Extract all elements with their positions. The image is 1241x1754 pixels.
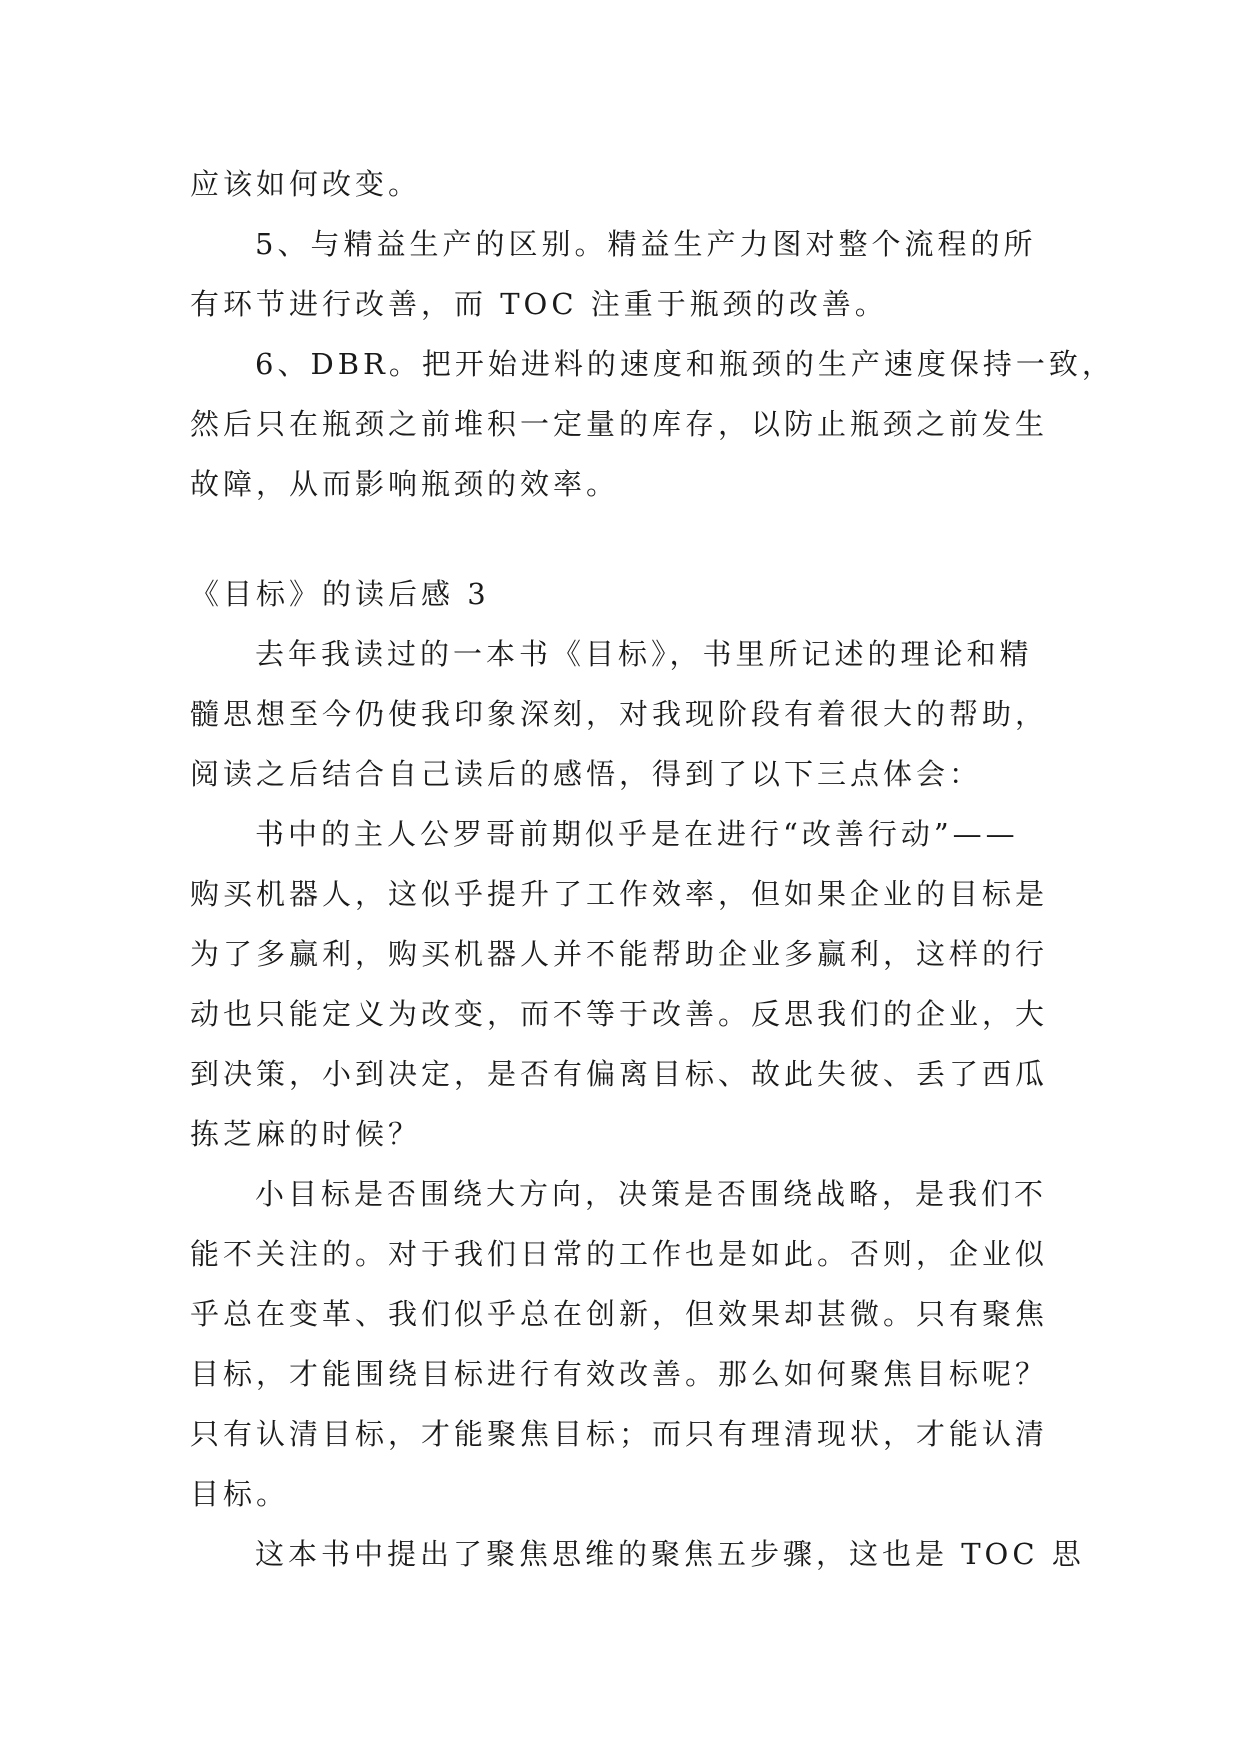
paragraph-line: 有环节进行改善，而 TOC 注重于瓶颈的改善。 (190, 287, 888, 321)
paragraph-line: 乎总在变革、我们似乎总在创新，但效果却甚微。只有聚焦 (190, 1297, 1049, 1331)
paragraph-line: 为了多赢利，购买机器人并不能帮助企业多赢利，这样的行 (190, 937, 1049, 971)
paragraph-line: 目标，才能围绕目标进行有效改善。那么如何聚焦目标呢？ (190, 1357, 1049, 1391)
paragraph-line: 购买机器人，这似乎提升了工作效率，但如果企业的目标是 (190, 877, 1049, 911)
paragraph-line: 故障，从而影响瓶颈的效率。 (190, 467, 620, 501)
section-title: 《目标》的读后感 3 (190, 577, 490, 611)
paragraph-line: 只有认清目标，才能聚焦目标；而只有理清现状，才能认清 (190, 1417, 1049, 1451)
paragraph-line: 去年我读过的一本书《目标》，书里所记述的理论和精 (255, 637, 1033, 671)
paragraph-line: 书中的主人公罗哥前期似乎是在进行“改善行动”—— (255, 817, 1019, 851)
paragraph-line: 应该如何改变。 (190, 167, 422, 201)
paragraph-line: 小目标是否围绕大方向，决策是否围绕战略，是我们不 (255, 1177, 1048, 1211)
paragraph-line: 5、与精益生产的区别。精益生产力图对整个流程的所 (255, 227, 1037, 261)
paragraph-line: 髓思想至今仍使我印象深刻，对我现阶段有着很大的帮助， (190, 697, 1049, 731)
paragraph-line: 阅读之后结合自己读后的感悟，得到了以下三点体会： (190, 757, 983, 791)
paragraph-line: 能不关注的。对于我们日常的工作也是如此。否则，企业似 (190, 1237, 1049, 1271)
paragraph-line: 6、DBR。把开始进料的速度和瓶颈的生产速度保持一致， (255, 347, 1115, 381)
paragraph-line: 动也只能定义为改变，而不等于改善。反思我们的企业，大 (190, 997, 1049, 1031)
paragraph-line: 这本书中提出了聚焦思维的聚焦五步骤，这也是 TOC 思 (255, 1537, 1085, 1571)
paragraph-line: 然后只在瓶颈之前堆积一定量的库存，以防止瓶颈之前发生 (190, 407, 1049, 441)
paragraph-line: 拣芝麻的时候？ (190, 1117, 422, 1151)
paragraph-line: 到决策，小到决定，是否有偏离目标、故此失彼、丢了西瓜 (190, 1057, 1049, 1091)
paragraph-line: 目标。 (190, 1477, 290, 1511)
